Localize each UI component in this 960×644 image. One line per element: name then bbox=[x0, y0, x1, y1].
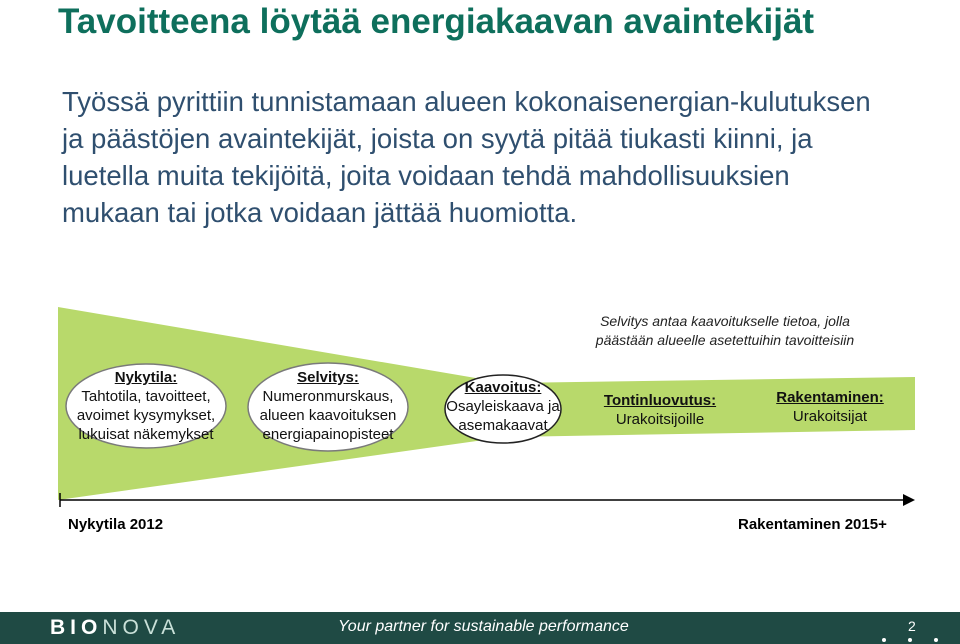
intro-text: Työssä pyrittiin tunnistamaan alueen kokonaisenergian-kulutuksen ja päästöjen avaintekijät, joista on syytä pitää tiukasti kiinni, ja luetella muita tekijöitä, joita voidaan tehdä mahdollisuuksien mukaan tai jotka voidaan jättää huomiotta. bbox=[62, 86, 871, 228]
stage-body: Numeronmurskaus, alueen kaavoituksen energiapainopisteet bbox=[259, 388, 397, 443]
stage-kaavoitus bbox=[443, 378, 563, 435]
logo-part: NOVA bbox=[102, 616, 181, 639]
bionova-logo bbox=[50, 616, 180, 640]
stage-head: Nykytila: bbox=[114, 369, 178, 386]
footer-bar bbox=[0, 612, 960, 644]
stage-body: Osayleiskaava ja asemakaavat bbox=[446, 398, 560, 434]
stage-head: Rakentaminen: bbox=[776, 389, 884, 406]
stage-selvitys bbox=[248, 368, 408, 444]
stage-tontinluovutus bbox=[590, 391, 730, 429]
stage-body: Tahtotila, tavoitteet, avoimet kysymykset, lukuisat näkemykset bbox=[76, 388, 216, 443]
stage-head: Tontinluovutus: bbox=[603, 392, 717, 409]
stage-head: Kaavoitus: bbox=[464, 379, 542, 396]
timeline-start-label: Nykytila 2012 bbox=[68, 516, 164, 533]
stage-rakentaminen bbox=[760, 388, 900, 426]
logo-part: BIO bbox=[50, 616, 103, 639]
selvitys-note: Selvitys antaa kaavoitukselle tietoa, jolla päästään alueelle asetettuihin tavoitteisiin bbox=[595, 313, 855, 348]
timeline-arrowhead bbox=[903, 494, 915, 506]
page-number: 2 bbox=[908, 618, 916, 634]
stage-body: Urakoitsijat bbox=[792, 408, 868, 425]
page-title: Tavoitteena löytää energiakaavan avaintekijät bbox=[58, 2, 815, 41]
stage-nykytila bbox=[66, 368, 226, 444]
timeline-end-label: Rakentaminen 2015+ bbox=[738, 516, 887, 533]
decorative-dots bbox=[880, 636, 940, 644]
footer-tagline: Your partner for sustainable performance bbox=[338, 618, 629, 635]
stage-body: Urakoitsijoille bbox=[615, 411, 705, 428]
stage-head: Selvitys: bbox=[297, 369, 359, 386]
